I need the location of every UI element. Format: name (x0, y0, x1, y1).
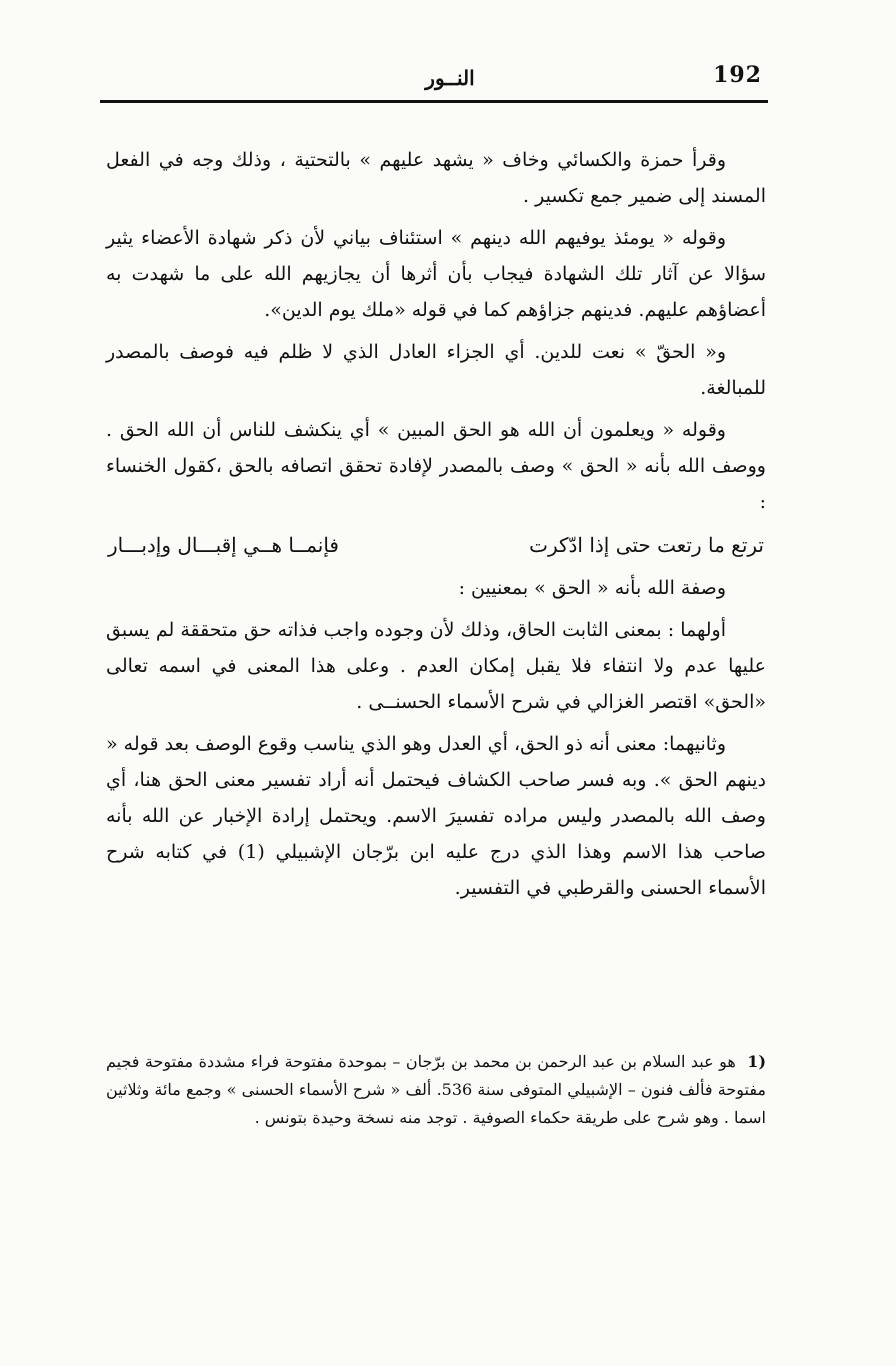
paragraph: وقوله « يومئذ يوفيهم الله دينهم » استئناف بياني لأن ذكر شهادة الأعضاء يثير سؤالا عن آثار تلك الشهادة فيجاب بأن أثرها أن يجازيهم الله على ما شهدت به أعضاؤهم عليهم. فدينهم جزاؤهم كما في قوله «ملك يوم الدين». (106, 227, 766, 321)
header-rule (100, 100, 768, 103)
verse-left-hemistich: فإنمــا هــي إقبـــال وإدبـــار (108, 533, 339, 557)
paragraph: وصفة الله بأنه « الحق » بمعنيين : (458, 577, 726, 599)
verse-right-hemistich: ترتع ما رتعت حتى إذا ادّكرت (529, 533, 764, 557)
running-title: النــور (425, 66, 475, 90)
footnote-marker: (1 (747, 1052, 767, 1071)
paragraph: أولهما : بمعنى الثابت الحاق، وذلك لأن وجوده واجب فذاته حق متحققة لم يسبق عليها عدم ولا انتفاء فلا يقبل إمكان العدم . وعلى هذا المعنى في اسمه تعالى «الحق» اقتصر الغزالي في شرح الأسماء الحسنــى . (106, 619, 766, 713)
paragraph: وثانيهما: معنى أنه ذو الحق، أي العدل وهو الذي يناسب وقوع الوصف بعد قوله « دينهم الحق ». وبه فسر صاحب الكشاف فيحتمل أنه أراد تفسير معنى الحق هنا، أي وصف الله بالمصدر وليس مراده تفسيرَ الاسم. ويحتمل إرادة الإخبار عن الله بأنه صاحب هذا الاسم وهذا الذي درج عليه ابن برّجان الإشبيلي (1) في كتابه شرح الأسماء الحسنى والقرطبي في التفسير. (106, 733, 766, 899)
footnote-text: هو عبد السلام بن عبد الرحمن بن محمد بن برّجان – بموحدة مفتوحة فراء مشددة مفتوحة فجيم مفتوحة فألف فنون – الإشبيلي المتوفى سنة 536. ألف « شرح الأسماء الحسنى » وجمع مائة وثلاثين اسما . وهو شرح على طريقة حكماء الصوفية . توجد منه نسخة وحيدة بتونس . (106, 1052, 766, 1127)
paragraph: وقوله « ويعلمون أن الله هو الحق المبين » أي ينكشف للناس أن الله الحق . ووصف الله بأنه « الحق » وصف بالمصدر لإفادة تحقق اتصافه بالحق ،كقول الخنساء : (106, 419, 766, 513)
paragraph: وقرأ حمزة والكسائي وخاف « يشهد عليهم » بالتحتية ، وذلك وجه في الفعل المسند إلى ضمير جمع تكسير . (106, 149, 766, 207)
page-number: 192 (713, 62, 762, 88)
main-text (106, 142, 766, 912)
footnote (106, 1048, 766, 1132)
page-header (100, 58, 768, 98)
poetry-verse (106, 526, 766, 564)
paragraph: و« الحقّ » نعت للدين. أي الجزاء العادل الذي لا ظلم فيه فوصف بالمصدر للمبالغة. (106, 341, 766, 399)
